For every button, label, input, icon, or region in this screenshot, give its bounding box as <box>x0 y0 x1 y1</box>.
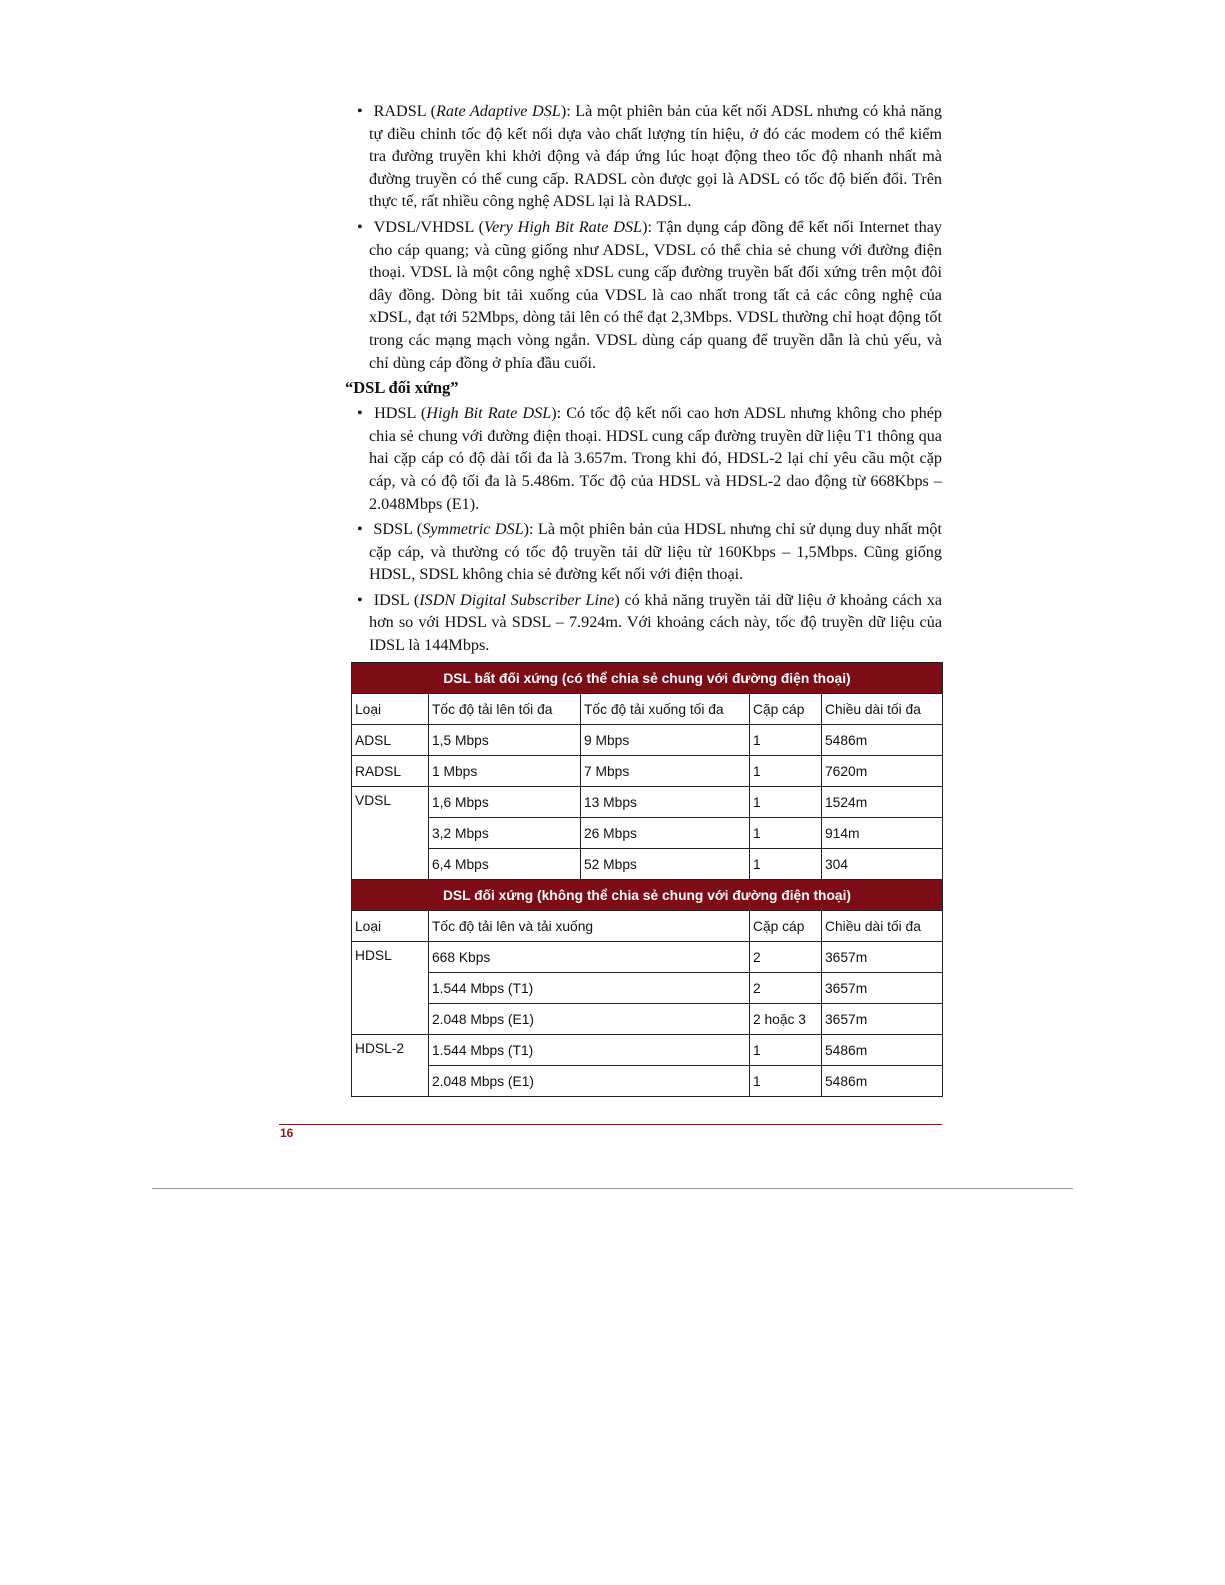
table-cell: 914m <box>822 818 943 849</box>
header-cell: Cặp cáp <box>750 694 822 725</box>
table-row <box>352 725 943 756</box>
bullet-hdsl: • HDSL (High Bit Rate DSL): Có tốc độ kết nối cao hơn ADSL nhưng không cho phép chia sẻ chung với đường điện thoại. HDSL cung cấp đường truyền dữ liệu T1 thông qua hai cặp cáp có độ dài tối đa là 3.657m. Trong khi đó, HDSL-2 lại chỉ yêu cầu một cặp cáp, và có độ tối đa là 5.486m. Tốc độ của HDSL và HDSL-2 dao động từ 668Kbps – 2.048Mbps (E1). <box>357 404 942 513</box>
table-row <box>352 787 943 818</box>
table-cell: 304 <box>822 849 943 880</box>
table-cell: 1 <box>750 1035 822 1066</box>
sym-title: DSL đối xứng (không thể chia sẻ chung với đường điện thoại) <box>352 880 943 911</box>
asym-title-row <box>352 663 943 694</box>
footer-rule <box>279 1124 942 1125</box>
page-separator <box>152 1188 1073 1189</box>
table-cell: 1,6 Mbps <box>429 787 581 818</box>
bullet-vdsl: • VDSL/VHDSL (Very High Bit Rate DSL): Tận dụng cáp đồng để kết nối Internet thay cho cáp quang; và cũng giống như ADSL, VDSL có thể chia sẻ chung với đường điện thoại. VDSL là một công nghệ xDSL cung cấp đường truyền bất đối xứng trên một đôi dây đồng. Dòng bit tải xuống của VDSL là cao nhất trong tất cả các công nghệ của xDSL, đạt tới 52Mbps, dòng tải lên có thể đạt 2,3Mbps. VDSL thường chỉ hoạt động tốt trong các mạng mạch vòng ngắn. VDSL dùng cáp quang để truyền dẫn là chủ yếu, và chỉ dùng cáp đồng ở phía đầu cuối. <box>357 217 942 372</box>
sym-header-row <box>352 911 943 942</box>
sym-title-row <box>352 880 943 911</box>
table-cell: 3657m <box>822 1004 943 1035</box>
table-cell: 5486m <box>822 725 943 756</box>
header-cell: Tốc độ tải xuống tối đa <box>581 694 750 725</box>
table-cell: 3657m <box>822 973 943 1004</box>
table-cell: VDSL <box>352 787 429 880</box>
table-cell: 2.048 Mbps (E1) <box>429 1004 750 1035</box>
header-cell: Tốc độ tải lên và tải xuống <box>429 911 750 942</box>
dsl-comparison-table <box>351 662 943 1097</box>
table-cell: 26 Mbps <box>581 818 750 849</box>
table-cell: HDSL-2 <box>352 1035 429 1097</box>
page-number: 16 <box>280 1126 294 1140</box>
table-cell: 1 <box>750 756 822 787</box>
table-cell: 7620m <box>822 756 943 787</box>
table-cell: 2 <box>750 973 822 1004</box>
header-cell: Chiều dài tối đa <box>822 911 943 942</box>
header-cell: Loại <box>352 694 429 725</box>
table-cell: 1,5 Mbps <box>429 725 581 756</box>
table-row <box>352 1004 943 1035</box>
table-cell: 7 Mbps <box>581 756 750 787</box>
table-cell: 1 <box>750 787 822 818</box>
table-cell: 2 <box>750 942 822 973</box>
table-cell: 1 <box>750 818 822 849</box>
table-cell: 1.544 Mbps (T1) <box>429 973 750 1004</box>
table-row <box>352 942 943 973</box>
table-row <box>352 973 943 1004</box>
header-cell: Tốc độ tải lên tối đa <box>429 694 581 725</box>
table-cell: ADSL <box>352 725 429 756</box>
table-cell: 3657m <box>822 942 943 973</box>
table-cell: 6,4 Mbps <box>429 849 581 880</box>
table-cell: 1524m <box>822 787 943 818</box>
table-row <box>352 756 943 787</box>
table-cell: 52 Mbps <box>581 849 750 880</box>
asym-header-row <box>352 694 943 725</box>
table-cell: 668 Kbps <box>429 942 750 973</box>
table-cell: 5486m <box>822 1066 943 1097</box>
header-cell: Cặp cáp <box>750 911 822 942</box>
table-row <box>352 1035 943 1066</box>
table-cell: 3,2 Mbps <box>429 818 581 849</box>
table-cell: 9 Mbps <box>581 725 750 756</box>
table-cell: 1 <box>750 849 822 880</box>
table-row <box>352 849 943 880</box>
table-cell: 1 <box>750 1066 822 1097</box>
table-cell: 2 hoặc 3 <box>750 1004 822 1035</box>
bullet-radsl: • RADSL (Rate Adaptive DSL): Là một phiên bản của kết nối ADSL nhưng có khả năng tự điều chỉnh tốc độ kết nối dựa vào chất lượng tín hiệu, ở đó các modem có thể kiểm tra đường truyền khi khởi động và đáp ứng lúc hoạt động theo tốc độ nhanh nhất mà đường truyền có thể cung cấp. RADSL còn được gọi là ADSL có tốc độ biến đổi. Trên thực tế, rất nhiều công nghệ ADSL lại là RADSL. <box>357 102 942 211</box>
page-content <box>345 100 942 660</box>
header-cell: Loại <box>352 911 429 942</box>
table-cell: 1 <box>750 725 822 756</box>
table-cell: 5486m <box>822 1035 943 1066</box>
table-cell: 1 Mbps <box>429 756 581 787</box>
bullet-sdsl: • SDSL (Symmetric DSL): Là một phiên bản của HDSL nhưng chỉ sử dụng duy nhất một cặp cáp, và thường có tốc độ truyền tải dữ liệu từ 160Kbps – 1,5Mbps. Cũng giống HDSL, SDSL không chia sẻ đường kết nối với điện thoại. <box>357 520 943 584</box>
table-cell: 2.048 Mbps (E1) <box>429 1066 750 1097</box>
bullet-idsl: • IDSL (ISDN Digital Subscriber Line) có khả năng truyền tải dữ liệu ở khoảng cách xa hơn so với HDSL và SDSL – 7.924m. Với khoảng cách này, tốc độ truyền dữ liệu của IDSL là 144Mbps. <box>357 590 943 655</box>
table-cell: HDSL <box>352 942 429 1035</box>
table-cell: 1.544 Mbps (T1) <box>429 1035 750 1066</box>
table-row <box>352 818 943 849</box>
section-heading: “DSL đối xứng” <box>345 378 459 398</box>
header-cell: Chiều dài tối đa <box>822 694 943 725</box>
asym-title: DSL bất đối xứng (có thể chia sẻ chung với đường điện thoại) <box>352 663 943 694</box>
table-row <box>352 1066 943 1097</box>
table-cell: 13 Mbps <box>581 787 750 818</box>
table-cell: RADSL <box>352 756 429 787</box>
